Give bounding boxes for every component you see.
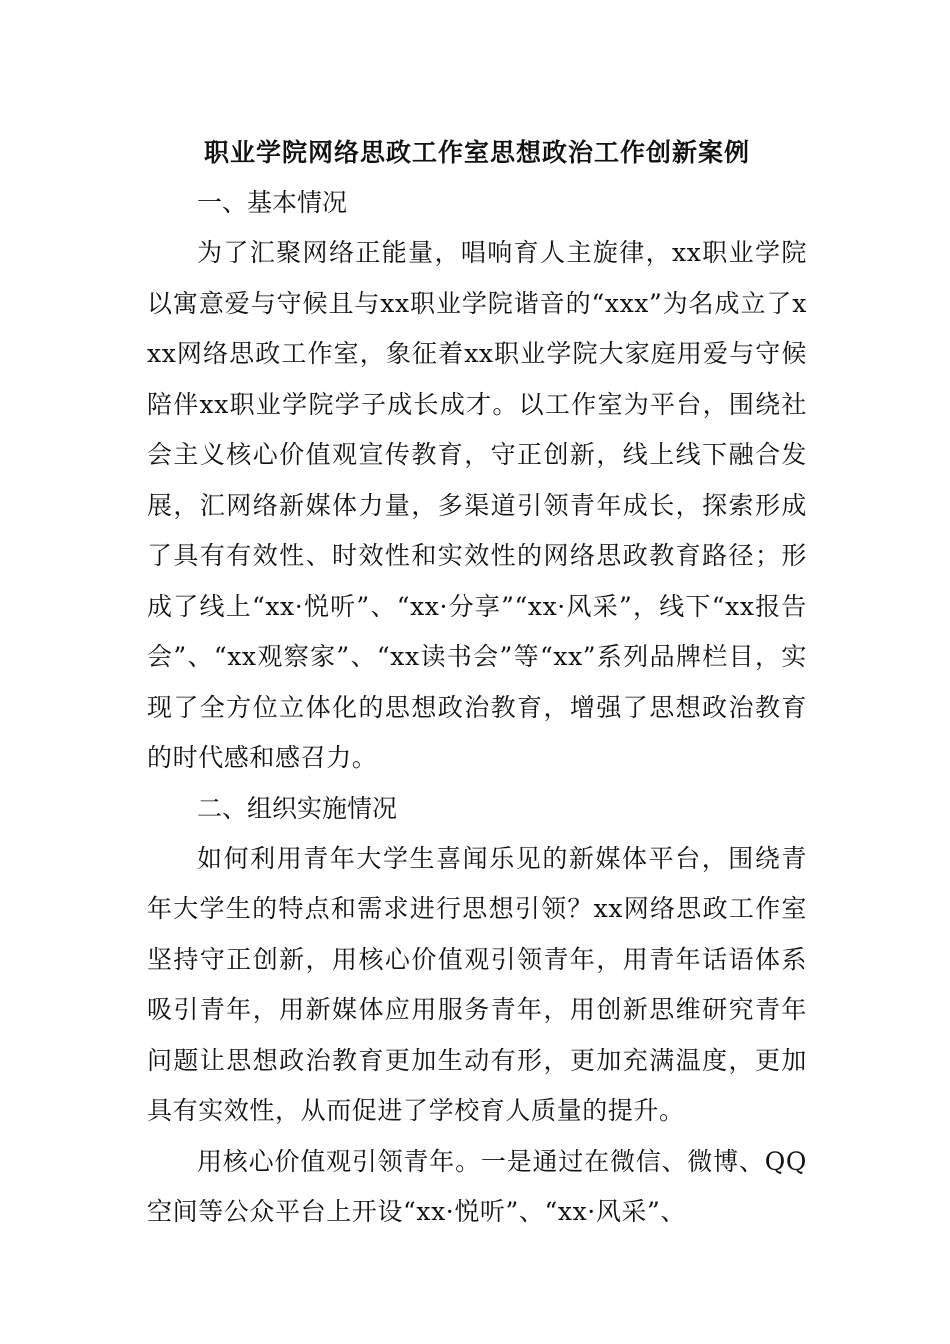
paragraph-implementation-intro: 如何利用青年大学生喜闻乐见的新媒体平台，围绕青年大学生的特点和需求进行思想引领？xx网络思政工作室坚持守正创新，用核心价值观引领青年，用青年话语体系吸引青年，用新媒体应用服务青年，用创新思维研究青年问题让思想政治教育更加生动有形，更加充满温度，更加具有实效性，从而促进了学校育人质量的提升。 xyxy=(147,843,807,1125)
section-heading-implementation: 二、组织实施情况 xyxy=(197,793,398,823)
document-title: 职业学院网络思政工作室思想政治工作创新案例 xyxy=(203,138,750,167)
paragraph-basic-situation: 为了汇聚网络正能量，唱响育人主旋律，xx职业学院以寓意爱与守候且与xx职业学院谐音的“xxx”为名成立了xxx网络思政工作室，象征着xx职业学院大家庭用爱与守候陪伴xx职业学院学子成长成才。以工作室为平台，围绕社会主义核心价值观宣传教育，守正创新，线上线下融合发展，汇网络新媒体力量，多渠道引领青年成长，探索形成了具有有效性、时效性和实效性的网络思政教育路径；形成了线上“xx·悦听”、“xx·分享”“xx·风采”，线下“xx报告会”、“xx观察家”、“xx读书会”等“xx”系列品牌栏目，实现了全方位立体化的思想政治教育，增强了思想政治教育的时代感和感召力。 xyxy=(147,238,807,772)
section-heading-basic: 一、基本情况 xyxy=(197,188,348,217)
document-page xyxy=(147,128,807,1238)
paragraph-core-values: 用核心价值观引领青年。一是通过在微信、微博、QQ空间等公众平台上开设“xx·悦听”、“xx·风采”、 xyxy=(147,1146,807,1226)
